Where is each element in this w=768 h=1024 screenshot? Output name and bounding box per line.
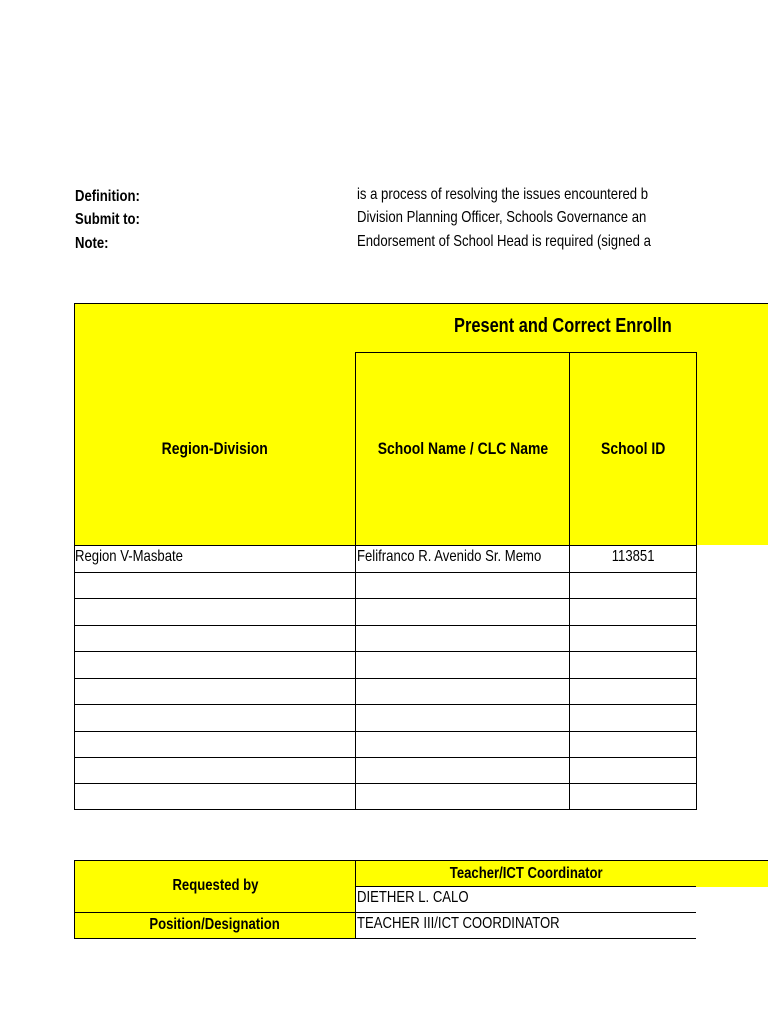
row-line	[74, 625, 696, 626]
row-line	[74, 545, 696, 546]
cell-region-division: Region V-Masbate	[75, 548, 183, 565]
header-region-division: Region-Division	[161, 439, 269, 458]
request-border-bottom	[74, 938, 696, 939]
requested-by-label: Requested by	[171, 877, 259, 894]
position-label: Position/Designation	[149, 916, 281, 933]
table-border-bottom	[74, 809, 696, 810]
submit-to-value-cell	[357, 209, 697, 231]
table-border-left	[74, 303, 75, 810]
note-value-cell	[357, 233, 697, 255]
table-border-top	[74, 303, 768, 304]
column-divider	[569, 352, 570, 810]
row-line	[74, 598, 696, 599]
requester-name: DIETHER L. CALO	[357, 889, 469, 906]
row-line	[74, 572, 696, 573]
row-line	[74, 731, 696, 732]
header-school-id: School ID	[600, 439, 666, 458]
request-border-top	[74, 860, 768, 861]
submit-to-value: Division Planning Officer, Schools Governance an	[357, 209, 647, 226]
table-title-cell	[74, 303, 696, 353]
definition-value-cell	[357, 186, 697, 208]
definition-label: Definition:	[75, 188, 140, 205]
request-column-divider	[355, 860, 356, 939]
position-value: TEACHER III/ICT COORDINATOR	[357, 915, 560, 932]
table-title: Present and Correct Enrolln	[454, 315, 672, 337]
note-value: Endorsement of School Head is required (signed a	[357, 233, 651, 250]
cell-school-id: 113851	[611, 548, 655, 565]
cell-school-name: Felifranco R. Avenido Sr. Memo	[357, 548, 542, 565]
definition-value: is a process of resolving the issues encountered b	[357, 186, 648, 203]
column-divider	[355, 352, 356, 810]
column-divider	[696, 352, 697, 810]
request-row-line	[74, 912, 696, 913]
requester-title: Teacher/ICT Coordinator	[449, 864, 603, 882]
row-line	[74, 757, 696, 758]
submit-to-label: Submit to:	[75, 211, 140, 228]
row-line	[74, 678, 696, 679]
header-school-name: School Name / CLC Name	[377, 439, 549, 458]
header-divider	[356, 352, 696, 353]
request-border-left	[74, 860, 75, 939]
row-line	[74, 783, 696, 784]
row-line	[74, 704, 696, 705]
row-line	[74, 651, 696, 652]
request-row-line	[356, 886, 696, 887]
note-label: Note:	[75, 235, 109, 252]
